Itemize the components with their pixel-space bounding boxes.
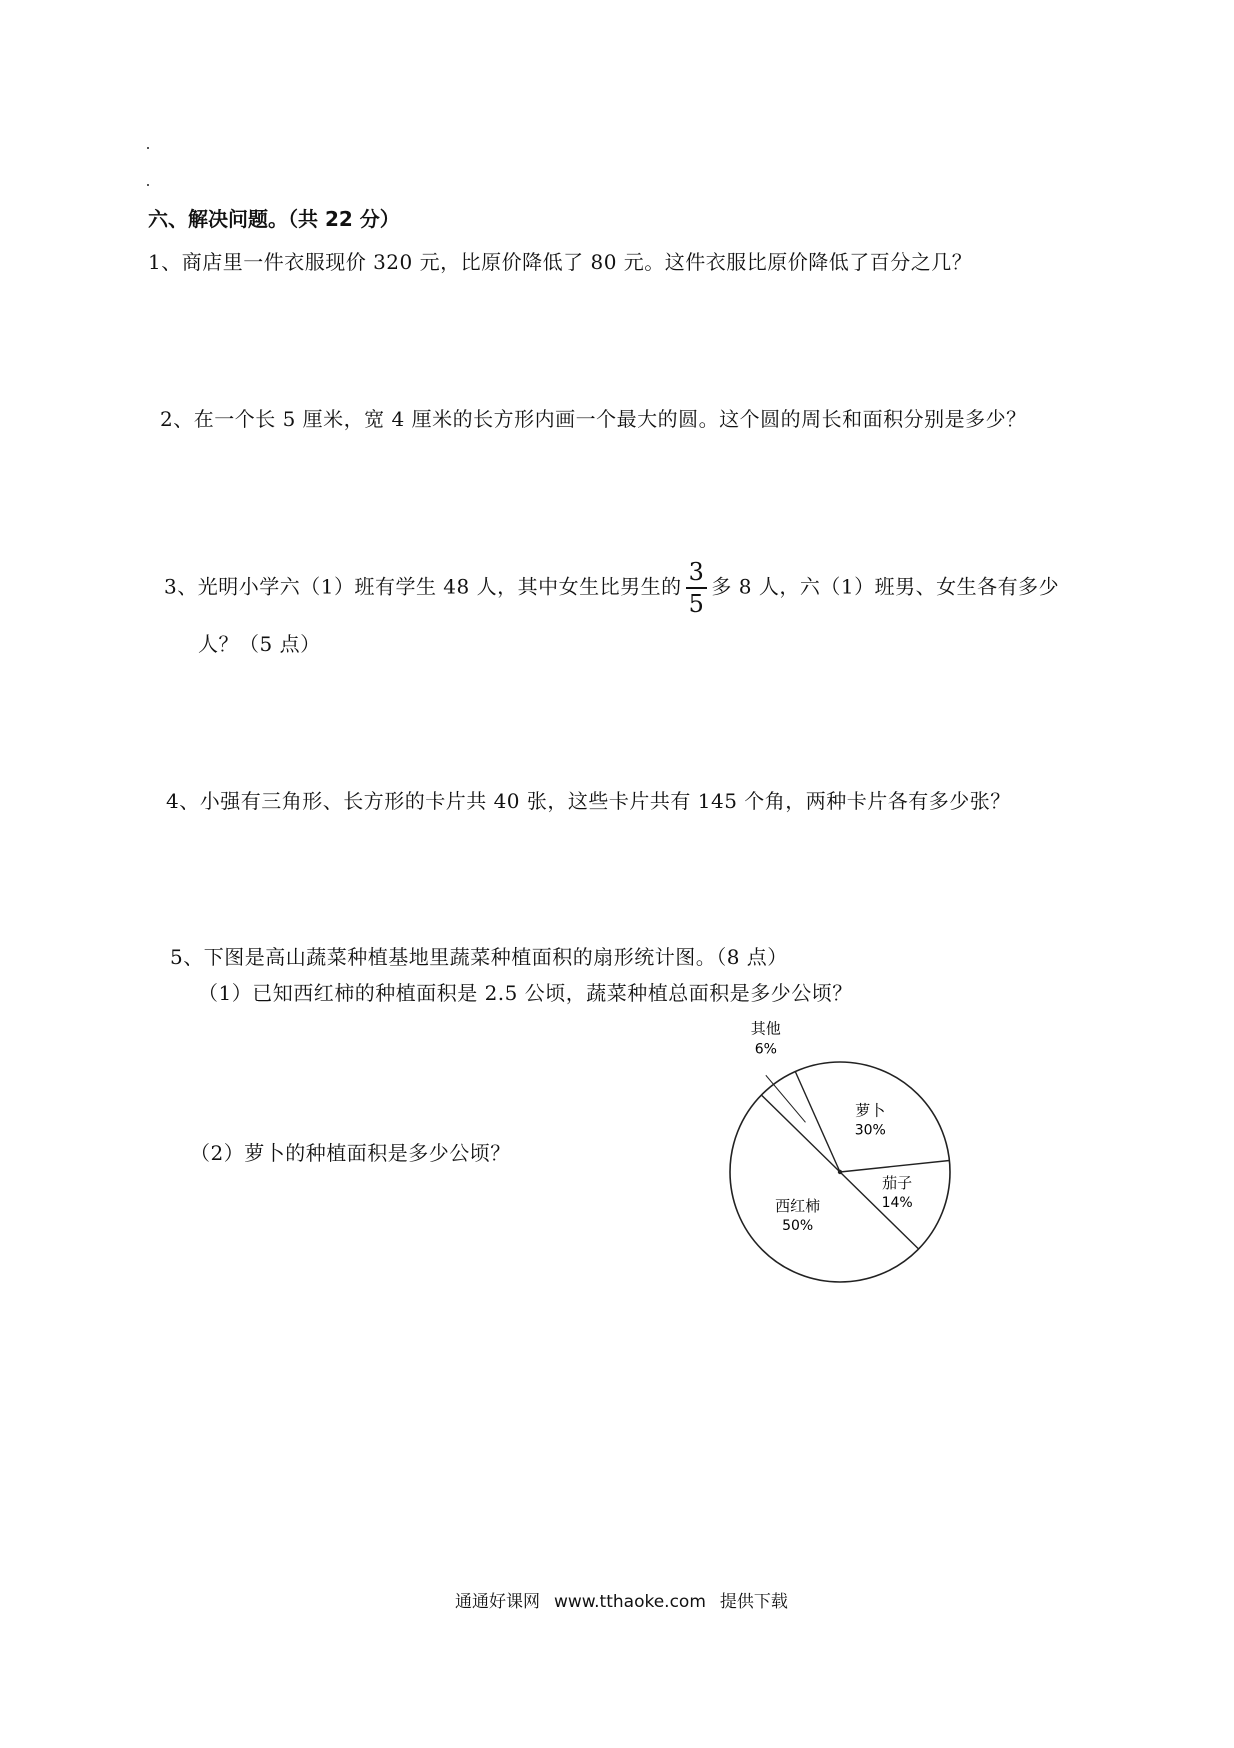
question-3-text-before: 3、光明小学六（1）班有学生 48 人，其中女生比男生的 [164, 574, 682, 599]
footer [455, 1587, 802, 1612]
scan-dot [147, 147, 149, 149]
question-5-part-2: （2）萝卜的种植面积是多少公顷？ [190, 1141, 511, 1165]
question-4: 4、小强有三角形、长方形的卡片共 40 张，这些卡片共有 145 个角，两种卡片各有多少张？ [166, 789, 1011, 813]
pie-slice-boundary [795, 1072, 840, 1172]
pie-label-other: 其他 [750, 1019, 781, 1038]
pie-label-eggplant: 茄子 [882, 1173, 913, 1192]
pie-label-radish: 萝卜 [855, 1101, 886, 1120]
pie-value-eggplant: 14% [881, 1194, 913, 1211]
footer-url: www.tthaoke.com [554, 1592, 706, 1612]
pie-slice-boundary [761, 1095, 840, 1172]
fraction-denominator: 5 [686, 587, 708, 616]
section-title: 六、解决问题。（共 22 分） [148, 207, 400, 231]
question-3 [164, 560, 1059, 616]
scan-dot [147, 184, 149, 186]
question-3-line2: 人？（5 点） [198, 632, 321, 656]
question-5: 5、下图是高山蔬菜种植基地里蔬菜种植面积的扇形统计图。（8 点） [170, 945, 788, 969]
question-1: 1、商店里一件衣服现价 320 元，比原价降低了 80 元。这件衣服比原价降低了百分之几？ [148, 250, 973, 274]
pie-label-tomato: 西红柿 [775, 1197, 821, 1216]
pie-value-tomato: 50% [782, 1218, 814, 1235]
pie-slice-boundary [840, 1161, 949, 1172]
question-3-text-after: 多 8 人，六（1）班男、女生各有多少 [711, 574, 1060, 599]
question-2: 2、在一个长 5 厘米，宽 4 厘米的长方形内画一个最大的圆。这个圆的周长和面积分别是多少？ [160, 407, 1027, 431]
pie-chart [700, 1010, 980, 1300]
question-5-part-1: （1）已知西红柿的种植面积是 2.5 公顷，蔬菜种植总面积是多少公顷？ [198, 981, 853, 1005]
pie-center [838, 1170, 842, 1174]
footer-suffix: 提供下载 [719, 1592, 788, 1612]
pie-value-radish: 30% [854, 1122, 886, 1139]
fraction [686, 560, 708, 616]
fraction-numerator: 3 [688, 558, 705, 586]
footer-site-name: 通通好课网 [455, 1592, 540, 1612]
pie-value-other: 6% [754, 1041, 777, 1058]
